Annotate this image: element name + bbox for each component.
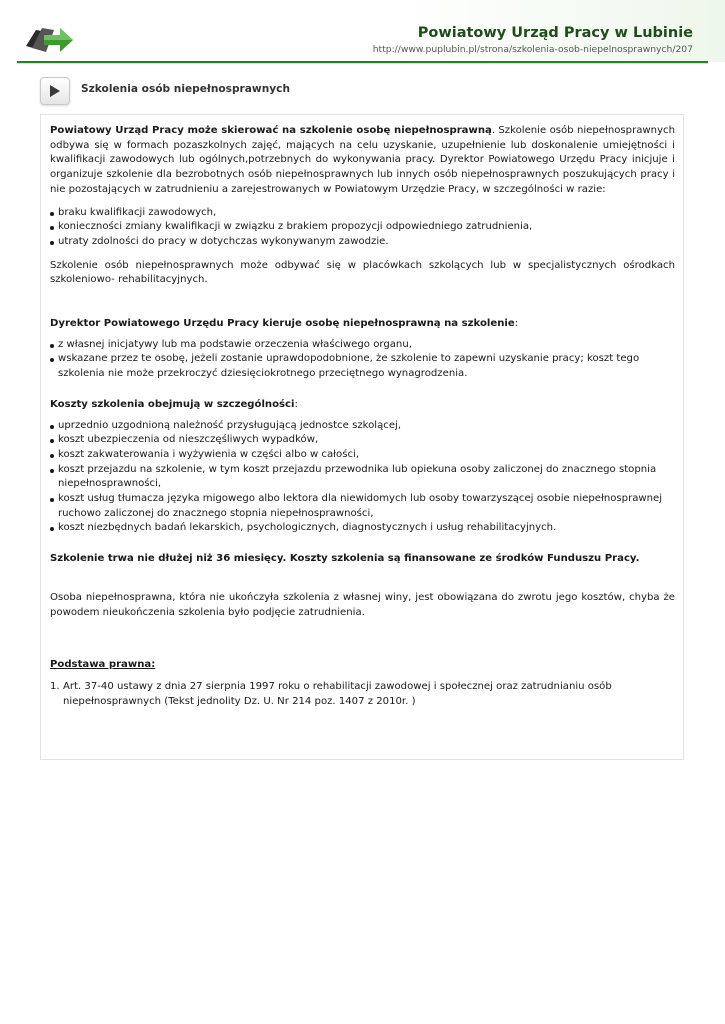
- costs-heading-colon: :: [294, 398, 298, 410]
- list-item: wskazane przez te osobę, jeżeli zostanie uprawdopodobnione, że szkolenie to zapewni uzyskanie pracy; koszt tego szkolenia nie może przekroczyć dziesięciokrotnego przeciętnego wynagrodzenia.: [50, 352, 675, 381]
- director-list: [50, 338, 675, 382]
- list-item: z własnej inicjatywy lub ma podstawie orzeczenia właściwego organu,: [50, 338, 675, 353]
- director-heading-text: Dyrektor Powiatowego Urzędu Pracy kieruje osobę niepełnosprawną na szkolenie: [50, 318, 515, 330]
- list-item: koszt przejazdu na szkolenie, w tym koszt przejazdu przewodnika lub opiekuna osoby zaliczonej do znacznego stopnia niepełnosprawności,: [50, 463, 675, 492]
- list-item: braku kwalifikacji zawodowych,: [50, 206, 675, 221]
- list-item: koszt zakwaterowania i wyżywienia w części albo w całości,: [50, 448, 675, 463]
- right-arrow-icon: [49, 84, 61, 98]
- site-title: Powiatowy Urząd Pracy w Lubinie: [417, 25, 693, 41]
- intro-bold: Powiatowy Urząd Pracy może skierować na szkolenie osobę niepełnosprawną: [50, 125, 492, 136]
- refund-paragraph: Osoba niepełnosprawna, która nie ukończyła szkolenia z własnej winy, jest obowiązana do zwrotu jego kosztów, chyba że powodem nieukończenia szkolenia było podjęcie zatrudnienia.: [50, 591, 675, 618]
- legal-item-number: 1.: [50, 680, 60, 692]
- places-paragraph: Szkolenie osób niepełnosprawnych może odbywać się w placówkach szkolących lub w specjalistycznych ośrodkach szkoleniowo- rehabilitacyjnych.: [50, 259, 675, 286]
- intro-paragraph: [50, 124, 675, 198]
- director-heading-colon: :: [514, 318, 519, 330]
- header-divider-shadow: [17, 63, 708, 64]
- intro-text: . Szkolenie osób niepełnosprawnych odbywa się w formach pozaszkolnych zajęć, mających na celu uzyskanie, uzupełnienie lub doskonalenie umiejętności i kwalifikacji zawodowych lub ogólnych,potrzebnych do wykonywania pracy. Dyrektor Powiatowego Urzędu Pracy inicjuje i organizuje szkolenie dla bezrobotnych osób niepełnosprawnych lub innych osób niepełnosprawnych poszukujących pracy i nie pozostających w zatrudnieniu a zarejestrowanych w Powiatowym Urzędzie Pracy, w szczególności w razie:: [50, 125, 675, 195]
- costs-heading: [50, 398, 675, 413]
- director-heading: [50, 317, 675, 332]
- costs-list: [50, 419, 675, 537]
- list-item: konieczności zmiany kwalifikacji w związku z brakiem propozycji odpowiedniego zatrudnienia,: [50, 220, 675, 235]
- legal-item-text: Art. 37-40 ustawy z dnia 27 sierpnia 1997 roku o rehabilitacji zawodowej i społecznej oraz zatrudnianiu osób niepełnosprawnych (Tekst jednolity Dz. U. Nr 214 poz. 1407 z 2010r. ): [63, 680, 612, 707]
- page-header: [0, 0, 725, 62]
- duration-paragraph: Szkolenie trwa nie dłużej niż 36 miesięcy. Koszty szkolenia są finansowane ze środków Funduszu Pracy.: [50, 553, 640, 565]
- list-item: koszt usług tłumacza języka migowego albo lektora dla niewidomych lub osoby towarzyszącej osobie niepełnosprawnej ruchowo zaliczonej do znacznego stopnia niepełnosprawności,: [50, 492, 675, 521]
- list-item: uprzednio uzgodnioną należność przysługującą jednostce szkolącej,: [50, 419, 675, 434]
- list-item: [50, 680, 675, 709]
- arrow-logo-icon: [26, 24, 74, 54]
- legal-list: [50, 680, 675, 709]
- list-item: koszt niezbędnych badań lekarskich, psychologicznych, diagnostycznych i usług rehabilitacyjnych.: [50, 521, 675, 536]
- legal-heading: Podstawa prawna:: [50, 659, 156, 671]
- list-item: koszt ubezpieczenia od nieszczęśliwych wypadków,: [50, 433, 675, 448]
- article-content: [50, 124, 675, 709]
- site-url[interactable]: http://www.puplubin.pl/strona/szkolenia-osob-niepelnosprawnych/207: [372, 44, 693, 55]
- section-arrow-button: [40, 77, 70, 105]
- page-title: Szkolenia osób niepełnosprawnych: [81, 83, 290, 95]
- costs-heading-text: Koszty szkolenia obejmują w szczególności: [50, 398, 295, 410]
- reasons-list: [50, 206, 675, 250]
- list-item: utraty zdolności do pracy w dotychczas wykonywanym zawodzie.: [50, 235, 675, 250]
